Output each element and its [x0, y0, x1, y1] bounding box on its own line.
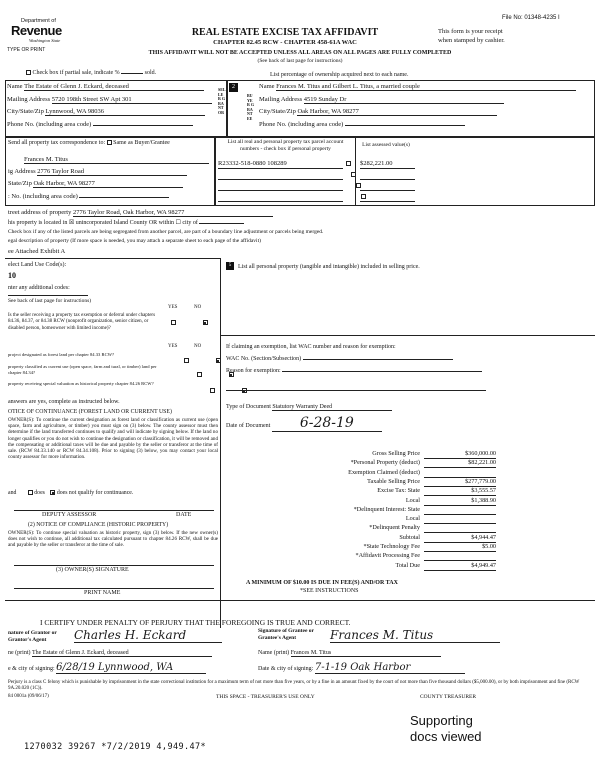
total-row [240, 497, 580, 506]
q4-yes-checkbox[interactable] [210, 388, 215, 393]
correspondence-header [8, 140, 170, 146]
grantor-name-label: ne (print) [8, 650, 31, 656]
correspondence-phone[interactable] [79, 197, 169, 198]
street-label: treet address of property [8, 209, 72, 216]
buyer-city-row [259, 108, 589, 116]
correspondence-city-label: State/Zip [8, 180, 32, 187]
total-label: Excise Tax: State [377, 487, 420, 495]
total-value[interactable]: $277,779.00 [424, 478, 496, 487]
does-qualify-checkbox[interactable] [28, 490, 33, 495]
owner-signature-label: (3) OWNER(S) SIGNATURE [56, 567, 129, 573]
partial-sale-row [26, 70, 156, 76]
total-row [240, 562, 580, 571]
parcel-number[interactable]: R23332-518-0880 108289 [218, 160, 343, 169]
buyer-name-row [259, 83, 589, 91]
parcel-assessed-value[interactable] [360, 171, 415, 180]
seller-city[interactable]: Lynnwood, WA 98036 [45, 108, 205, 116]
partial-sale-checkbox[interactable] [26, 70, 31, 75]
wac-label: WAC No. (Section/Subsection) [226, 356, 302, 362]
total-label: *Personal Property (deduct) [350, 459, 420, 467]
buyer-name-label: Name [259, 83, 275, 90]
see-instructions: *SEE INSTRUCTIONS [300, 588, 359, 594]
seller-phone[interactable] [93, 125, 193, 126]
correspondence-name[interactable]: Frances M. Titus [24, 156, 209, 164]
located-row [8, 219, 244, 226]
receipt-note-1: This form is your receipt [438, 28, 503, 35]
total-row [240, 469, 580, 478]
total-row [240, 515, 580, 524]
q1-no-checkbox[interactable] [203, 320, 208, 325]
grantee-date-row [258, 662, 465, 674]
logo-state: Washington State [29, 38, 61, 43]
see-back-note: (See back of last page for instructions) [257, 58, 343, 64]
total-label: Local [405, 515, 420, 523]
land-use-code: 10 [8, 271, 16, 280]
total-value[interactable] [424, 469, 496, 478]
total-label: *State Technology Fee [363, 543, 420, 550]
total-label: Local [405, 496, 420, 504]
supporting-docs-1: Supporting [410, 713, 473, 728]
legal-text: egal description of property (If more space is needed, you may attach a separate sheet to each page of the affidavit) [8, 238, 261, 244]
buyer-mailing[interactable]: 4519 Sunday Dr [304, 96, 504, 104]
buyer-phone-row [259, 121, 589, 128]
answers-note: answers are yes, complete as instructed below. [8, 399, 120, 405]
parcel-number[interactable] [218, 182, 343, 191]
total-label: Gross Selling Price [372, 450, 420, 457]
seller-mailing-label: Mailing Address [7, 96, 51, 103]
question-1: Is the seller receiving a property tax exemption or deferral under chapters 84.36, 84.37, or 84.38 RCW (nonprofit organization, senior citizen, or disabled person, homeowner with limited income)? [8, 313, 156, 331]
grantor-name-row [8, 650, 212, 657]
personal-property-text: List all personal property (tangible and intangible) included in selling price. [238, 264, 420, 270]
total-row [240, 459, 580, 468]
land-use-additional: nter any additional codes: [8, 285, 70, 291]
question-2: project designated as forest land per chapter 84.33 RCW? [8, 352, 115, 357]
total-value[interactable] [424, 515, 496, 524]
seller-phone-row [7, 121, 219, 128]
seller-city-label: City/State/Zip [7, 108, 44, 115]
grantee-name-label: Name (print) [258, 650, 290, 656]
buyer-name[interactable]: Frances M. Titus and Gilbert L. Titus, a married couple [276, 83, 576, 91]
continuance-body: OWNER(S): To continue the current designation as forest land or classification as current use (open space, farm and agriculture, or timber) you must sign on (3) below. The county assessor must then determine if the land transferred continues to qualify and will indicate by signing below. If the land no longer qualifies or you do not wish to continue the designation or classification, it will be removed and the compensating or additional taxes will be due and payable by the seller or transferor at the time of sale. (RCW 84.33.140 or RCW 84.34.108). Prior to signing (3) below, you may contact your local county assessor for more information. [8, 417, 218, 461]
correspondence-phone-label: : No. (including area code) [8, 193, 78, 200]
total-value[interactable] [424, 552, 496, 561]
q2-no-checkbox[interactable] [216, 358, 221, 363]
yes-header-2: YES [168, 344, 178, 349]
seller-name-label: Name [7, 83, 23, 90]
street-row [8, 209, 273, 217]
total-value[interactable] [424, 506, 496, 515]
form-number: 84 0001a (09/06/17) [8, 694, 49, 699]
grantor-signature[interactable]: Charles H. Eckard [74, 628, 222, 643]
correspondence-phone-row [8, 193, 213, 200]
supporting-docs-2: docs viewed [410, 729, 482, 744]
certify-statement: I CERTIFY UNDER PENALTY OF PERJURY THAT THE FOREGOING IS TRUE AND CORRECT. [40, 618, 351, 627]
personal-property-badge: 5 [226, 262, 234, 270]
seller-mailing[interactable]: 5720 198th Street SW Apt 301 [52, 96, 212, 104]
form-title: REAL ESTATE EXCISE TAX AFFIDAVIT [191, 27, 379, 38]
qualify-row [8, 490, 133, 496]
grantor-name[interactable]: The Estate of Glenn J. Eckard, deceased [32, 650, 212, 657]
seller-phone-label: Phone No. (including area code) [7, 121, 92, 128]
grantee-date[interactable]: 7-1-19 Oak Harbor [315, 662, 465, 674]
seller-side-label: SELLER GRANTOR [218, 87, 226, 115]
document-date[interactable]: 6-28-19 [272, 415, 382, 432]
document-type[interactable]: Statutory Warranty Deed [272, 404, 392, 411]
total-row [240, 506, 580, 515]
form-chapters: CHAPTER 82.45 RCW - CHAPTER 458-61A WAC [213, 39, 357, 46]
total-value[interactable]: $5.00 [424, 543, 496, 552]
document-date-label: Date of Document [226, 423, 271, 429]
personal-property-checkbox[interactable] [346, 161, 351, 166]
grantor-date-label: e & city of signing: [8, 666, 55, 672]
file-number: File No: 01348-4235 I [502, 15, 560, 21]
compliance-body: OWNER(S): To continue special valuation as historic property, sign (3) below. If the new owner(s) does not wish to continue, all additional tax calculated pursuant to chapter 84.26 RCW, shall be due and payable by the seller or transferor at the time of sale. [8, 530, 218, 549]
segregation-text: Check box if any of the listed parcels are being segregated from another parcel, are part of a boundary line adjustment or parcels being merged. [8, 229, 324, 235]
perjury-note: Perjury is a class C felony which is punishable by imprisonment in the state correctional institution for a maximum term of not more than five years, or by a fine in an amount fixed by the court of not more than five thousand dollars ($5,000.00), or by both imprisonment and fine (RCW 9A.20.020 (1C)). [8, 680, 580, 691]
q1-yes-checkbox[interactable] [171, 320, 176, 325]
total-value[interactable]: $4,944.47 [424, 534, 496, 543]
exemption-claim: If claiming an exemption, list WAC number and reason for exemption: [226, 344, 396, 350]
total-row [240, 543, 580, 552]
total-value[interactable]: $82,221.00 [424, 459, 496, 468]
grantor-sig-label: nature of Grantor or Grantor's Agent [8, 630, 57, 643]
question-4: property receiving special valuation as historical property chapter 84.26 RCW? [8, 381, 154, 386]
total-value[interactable]: $4,949.47 [424, 562, 496, 571]
correspondence-addr-row [8, 168, 213, 176]
wac-row [226, 356, 453, 362]
total-label: *Delinquent Interest: State [353, 505, 420, 513]
assessed-header: List assessed value(s) [362, 142, 410, 148]
total-value[interactable]: $1,388.90 [424, 497, 496, 506]
buyer-badge: 2 [229, 83, 238, 92]
treasurer-space: THIS SPACE - TREASURER'S USE ONLY [216, 694, 315, 700]
total-row [240, 552, 580, 561]
total-row [240, 478, 580, 487]
total-row [240, 534, 580, 543]
parcel-assessed-value[interactable]: $282,221.00 [360, 160, 415, 169]
does-label: does [34, 490, 45, 496]
total-row [240, 450, 580, 459]
county-treasurer: COUNTY TREASURER [420, 694, 477, 700]
buyer-mailing-label: Mailing Address [259, 96, 303, 103]
property-street[interactable]: 2776 Taylor Road, Oak Harbor, WA 98277 [73, 209, 273, 217]
assessor-date-label: DATE [176, 512, 192, 518]
personal-property-checkbox[interactable] [351, 172, 356, 177]
receipt-line: 1270032 39267 *7/2/2019 4,949.47* [24, 742, 207, 752]
receipt-note-2: when stamped by cashier. [438, 37, 505, 44]
and-label: and [8, 490, 17, 496]
total-label: *Delinquent Penalty [369, 524, 420, 532]
document-type-label: Type of Document [226, 404, 271, 410]
total-value[interactable] [424, 524, 496, 533]
q2-yes-checkbox[interactable] [184, 358, 189, 363]
seller-name-row [7, 83, 219, 91]
compliance-heading: (2) NOTICE OF COMPLIANCE (HISTORIC PROPERTY) [28, 522, 169, 528]
buyer-phone-label: Phone No. (including area code) [259, 121, 344, 128]
legal-value: ee Attached Exhibit A [8, 248, 66, 255]
form-warning: THIS AFFIDAVIT WILL NOT BE ACCEPTED UNLESS ALL AREAS ON ALL PAGES ARE FULLY COMPLETED [148, 50, 452, 56]
buyer-side-label: BUYER GRANTEE [247, 93, 254, 121]
total-label: Exemption Claimed (deduct) [348, 468, 420, 476]
total-row [240, 487, 580, 496]
question-3: property classified as current use (open space, farm and tural, or timber) land per chapter 84.34? [8, 364, 157, 375]
dor-logo [7, 18, 69, 46]
grantee-name-row [258, 650, 441, 657]
correspondence-addr[interactable]: 2776 Taylor Road [37, 168, 187, 176]
minimum-note: A MINIMUM OF $10.00 IS DUE IN FEE(S) AND/OR TAX [246, 580, 398, 586]
deputy-assessor-label: DEPUTY ASSESSOR [42, 512, 97, 518]
seller-name[interactable]: The Estate of Glenn J. Eckard, deceased [24, 83, 204, 91]
total-value[interactable]: $360,000.00 [424, 450, 496, 459]
seller-mailing-row [7, 96, 219, 104]
q3-yes-checkbox[interactable] [197, 372, 202, 377]
total-row [240, 524, 580, 533]
total-value[interactable]: $3,555.57 [424, 487, 496, 496]
same-as-buyer-checkbox[interactable] [107, 140, 112, 145]
no-header-1: NO [194, 305, 202, 310]
document-date-row [226, 415, 382, 432]
partial-sale-sold: sold. [144, 70, 157, 76]
grantee-date-label: Date & city of signing: [258, 666, 314, 672]
grantor-date-row [8, 662, 206, 674]
correspondence-addr-label: ig Address [8, 168, 36, 175]
buyer-phone[interactable] [345, 125, 465, 126]
grantee-name[interactable]: Frances M. Titus [291, 650, 441, 657]
buyer-city[interactable]: Oak Harbor, WA 98277 [297, 108, 497, 116]
ownership-note: List percentage of ownership acquired next to each name. [270, 72, 409, 78]
land-use-label: elect Land Use Code(s): [8, 262, 67, 268]
correspondence-city[interactable]: Oak Harbor, WA 98277 [33, 180, 183, 188]
parcel-assessed-value[interactable] [360, 193, 415, 202]
grantee-signature[interactable]: Frances M. Titus [330, 628, 500, 643]
partial-sale-label: Check box if partial sale, indicate % [32, 70, 120, 76]
correspondence-city-row [8, 180, 213, 188]
print-name-label: PRINT NAME [84, 590, 121, 596]
total-label: Total Due [395, 561, 420, 569]
yes-header-1: YES [168, 305, 178, 310]
type-or-print: TYPE OR PRINT [7, 47, 46, 53]
located-text: his property is located in ☒ unincorporated Island County OR within ☐ city of [8, 220, 198, 226]
logo-name: Revenue [11, 23, 62, 38]
same-as-buyer-label: Same as Buyer/Grantee [113, 140, 170, 146]
continuance-heading: OTICE OF CONTINUANCE (FOREST LAND OR CURRENT USE) [8, 409, 172, 415]
does-not-label: does not qualify for continuance. [56, 490, 134, 496]
no-header-2: NO [194, 344, 202, 349]
correspondence-label: Send all property tax correspondence to: [8, 140, 106, 146]
buyer-mailing-row [259, 96, 589, 104]
parcel-number[interactable] [218, 193, 343, 202]
does-not-qualify-checkbox[interactable] [50, 490, 55, 495]
total-label: *Affidavit Processing Fee [355, 552, 420, 560]
document-type-row [226, 404, 392, 411]
total-label: Taxable Selling Price [367, 477, 420, 485]
buyer-city-label: City/State/Zip [259, 108, 296, 115]
parcel-number[interactable] [218, 171, 343, 180]
grantee-sig-label: Signature of Grantee or Grantee's Agent [258, 628, 314, 641]
parcels-header: List all real and personal property tax parcel account numbers - check box if personal property [227, 139, 344, 152]
grantor-date[interactable]: 6/28/19 Lynnwood, WA [56, 662, 206, 674]
parcel-assessed-value[interactable] [360, 182, 415, 191]
land-use-see-back: See back of last page for instructions) [8, 298, 92, 304]
seller-city-row [7, 108, 219, 116]
exemption-reason-label: Reason for exemption: [226, 368, 281, 374]
exemption-reason-row [226, 368, 482, 374]
logo-dept: Department of [21, 18, 56, 24]
total-label: Subtotal [399, 533, 420, 541]
